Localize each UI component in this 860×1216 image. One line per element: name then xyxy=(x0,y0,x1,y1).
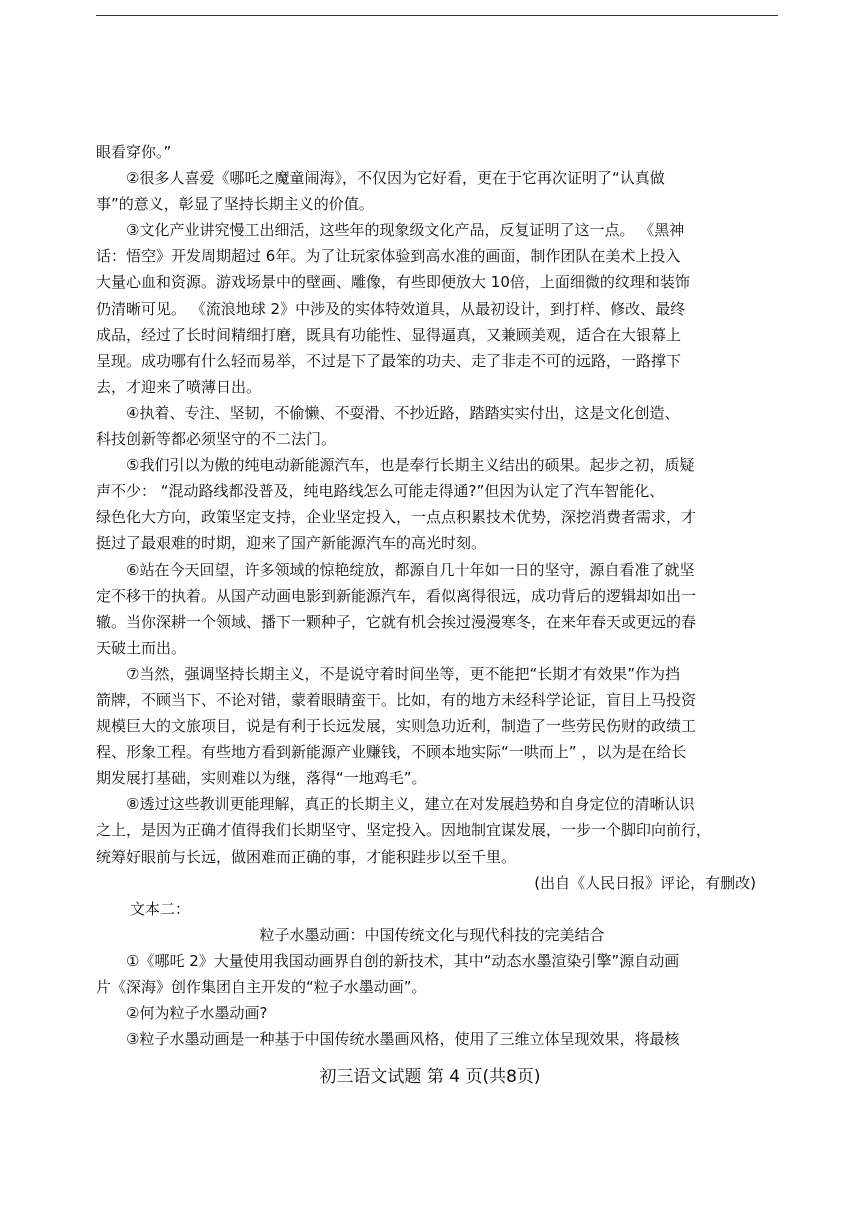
paragraph-line: 眼看穿你。” xyxy=(96,143,172,161)
paragraph-line: 声不少： “混动路线都没普及，纯电路线怎么可能走得通?”但因为认定了汽车智能化、 xyxy=(96,482,665,501)
paragraph-line: ②何为粒子水墨动画? xyxy=(126,1004,268,1023)
source-citation: (出自《人民日报》评论，有删改) xyxy=(534,873,756,892)
section-title: 粒子水墨动画：中国传统文化与现代科技的完美结合 xyxy=(259,925,605,944)
paragraph-line: 片《深海》创作集团自主开发的“粒子水墨动画”。 xyxy=(96,978,427,996)
paragraph-line: 大量心血和资源。游戏场景中的壁画、雕像，有些即便放大 10倍，上面细微的纹理和装饰 xyxy=(96,273,690,292)
paragraph-line: 挺过了最艰难的时期，迎来了国产新能源汽车的高光时刻。 xyxy=(96,534,487,553)
paragraph-line: 呈现。成功哪有什么轻而易举，不过是下了最笨的功夫、走了非走不可的远路，一路撑下 xyxy=(96,351,682,370)
paragraph-line: ⑦当然，强调坚持长期主义，不是说守着时间坐等，更不能把“长期才有效果”作为挡 xyxy=(126,664,680,683)
paragraph-line: ②很多人喜爱《哪吒之魔童闹海》，不仅因为它好看，更在于它再次证明了“认真做 xyxy=(126,169,665,188)
paragraph-line: 统筹好眼前与长远，做困难而正确的事，才能积跬步以至千里。 xyxy=(96,847,517,866)
paragraph-line: 绿色化大方向，政策坚定支持，企业坚定投入，一点点积累技术优势，深挖消费者需求，才 xyxy=(96,508,697,527)
paragraph-line: 天破土而出。 xyxy=(96,638,187,657)
paragraph-line: 事”的意义，彰显了坚持长期主义的价值。 xyxy=(96,195,374,214)
header-rule xyxy=(96,15,778,16)
paragraph-line: 箭牌，不顾当下、不论对错，蒙着眼睛蛮干。比如，有的地方未经科学论证，盲目上马投资 xyxy=(96,690,697,709)
paragraph-line: ③文化产业讲究慢工出细活，这些年的现象级文化产品，反复证明了这一点。 《黑神 xyxy=(126,221,685,240)
paragraph-line: 定不移干的执着。从国产动画电影到新能源汽车，看似离得很远，成功背后的逻辑却如出一 xyxy=(96,586,697,605)
section-label: 文本二： xyxy=(130,899,191,918)
paragraph-line: ③粒子水墨动画是一种基于中国传统水墨画风格，使用了三维立体呈现效果，将最核 xyxy=(126,1030,680,1049)
paragraph-line: 程、形象工程。有些地方看到新能源产业赚钱，不顾本地实际“一哄而上” ，以为是在给长 xyxy=(96,743,687,762)
paragraph-line: 去，才迎来了喷薄日出。 xyxy=(96,377,262,396)
paragraph-line: 期发展打基础，实则难以为继，落得“一地鸡毛”。 xyxy=(96,769,427,788)
page-footer: 初三语文试题 第 4 页(共8页) xyxy=(319,1067,541,1087)
paragraph-line: 规模巨大的文旅项目，说是有利于长远发展，实则急功近利，制造了一些劳民伤财的政绩工 xyxy=(96,717,697,736)
paragraph-line: ⑤我们引以为傲的纯电动新能源汽车，也是奉行长期主义结出的硕果。起步之初，质疑 xyxy=(126,456,695,475)
document-body xyxy=(96,139,768,1052)
paragraph-line: 成品，经过了长时间精细打磨，既具有功能性、显得逼真，又兼顾美观，适合在大银幕上 xyxy=(96,325,682,344)
paragraph-line: ④执着、专注、坚韧，不偷懒、不耍滑、不抄近路，踏踏实实付出，这是文化创造、 xyxy=(126,403,680,422)
paragraph-line: ①《哪吒 2》大量使用我国动画界自创的新技术，其中“动态水墨渲染引擎”源自动画 xyxy=(126,951,680,970)
paragraph-line: 科技创新等都必须坚守的不二法门。 xyxy=(96,430,337,449)
paragraph-line: ⑧透过这些教训更能理解，真正的长期主义，建立在对发展趋势和自身定位的清晰认识 xyxy=(126,795,695,814)
paragraph-line: 辙。当你深耕一个领域、播下一颗种子，它就有机会挨过漫漫寒冬，在来年春天或更远的春 xyxy=(96,612,697,631)
paragraph-line: 之上，是因为正确才值得我们长期坚守、坚定投入。因地制宜谋发展，一步一个脚印向前行， xyxy=(96,821,712,840)
paragraph-line: 仍清晰可见。 《流浪地球 2》中涉及的实体特效道具，从最初设计，到打样、修改、最终 xyxy=(96,299,686,318)
paragraph-line: ⑥站在今天回望，许多领域的惊艳绽放，都源自几十年如一日的坚守，源自看准了就坚 xyxy=(126,560,695,579)
paragraph-line: 话：悟空》开发周期超过 6年。为了让玩家体验到高水准的画面，制作团队在美术上投入 xyxy=(96,247,681,266)
